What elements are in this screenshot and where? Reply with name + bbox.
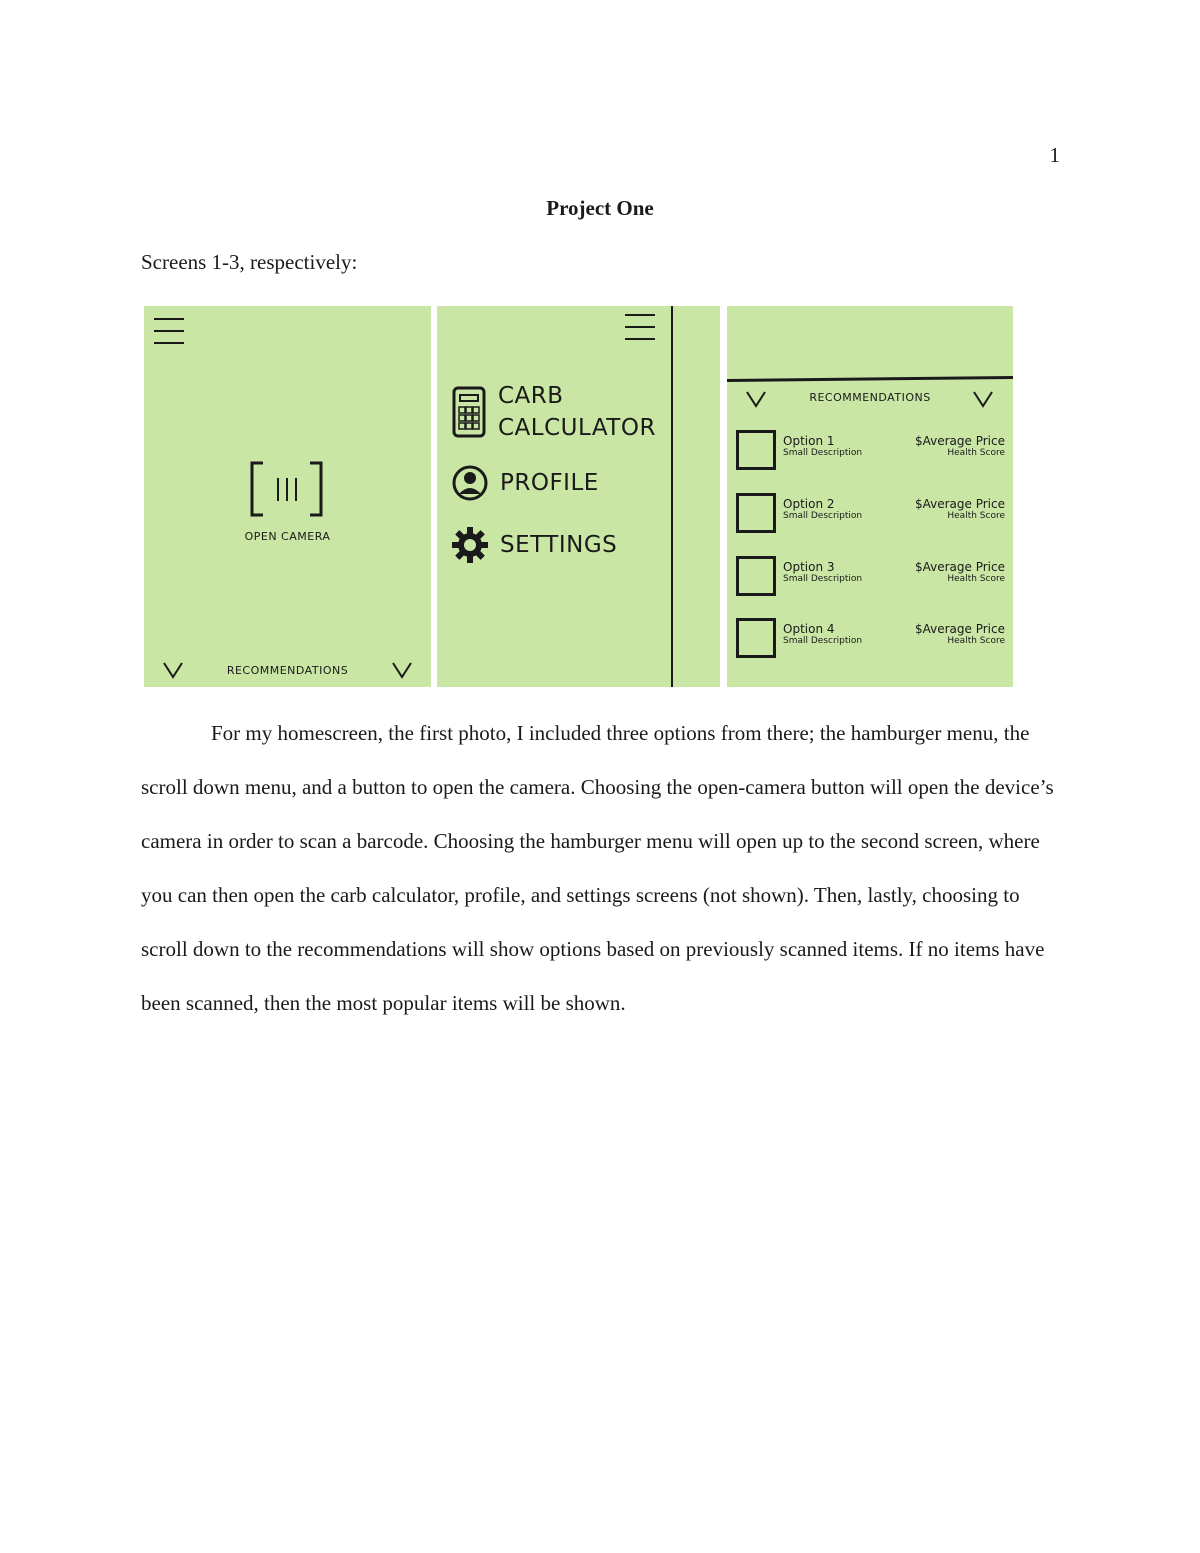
item-thumbnail: [736, 493, 776, 533]
item-description: Small Description: [783, 636, 863, 646]
barcode-scan-icon[interactable]: [249, 461, 324, 517]
sheet-top-edge: [727, 376, 1013, 382]
item-price: $Average Price: [915, 434, 1005, 448]
calculator-icon: [451, 385, 487, 439]
chevron-down-icon[interactable]: [972, 390, 994, 408]
menu-item-label: CARB CALCULATOR: [498, 383, 656, 441]
item-name: Option 3: [783, 560, 835, 574]
menu-item-carb-calculator[interactable]: [451, 380, 656, 444]
menu-item-label: SETTINGS: [500, 532, 618, 558]
menu-screen-mockup: [437, 306, 720, 687]
item-thumbnail: [736, 618, 776, 658]
item-health-score: Health Score: [947, 574, 1005, 584]
hamburger-icon[interactable]: [154, 318, 184, 354]
menu-item-label: PROFILE: [500, 470, 599, 496]
body-paragraph: For my homescreen, the first photo, I included three options from there; the hamburger menu, the scroll down menu, and a button to open the camera. Choosing the open-camera button will open the device’s camera in order to scan a barcode. Choosing the hamburger menu will open up to the second screen, where you can then open the carb calculator, profile, and settings screens (not shown). Then, lastly, choosing to scroll down to the recommendations will show options based on previously scanned items. If no items have been scanned, then the most popular items will be shown.: [141, 721, 1054, 1015]
item-health-score: Health Score: [947, 448, 1005, 458]
item-thumbnail: [736, 556, 776, 596]
hamburger-icon[interactable]: [625, 314, 655, 350]
list-item[interactable]: [736, 430, 1005, 470]
recommendations-header: RECOMMENDATIONS: [809, 391, 931, 404]
list-item[interactable]: [736, 618, 1005, 658]
drawer-divider: [671, 306, 673, 687]
item-name: Option 1: [783, 434, 835, 448]
item-price: $Average Price: [915, 622, 1005, 636]
item-description: Small Description: [783, 448, 863, 458]
list-item[interactable]: [736, 556, 1005, 596]
item-description: Small Description: [783, 574, 863, 584]
recommendations-screen-mockup: [727, 306, 1013, 687]
gear-icon: [451, 526, 489, 564]
item-description: Small Description: [783, 511, 863, 521]
item-name: Option 4: [783, 622, 835, 636]
home-screen-mockup: [144, 306, 431, 687]
chevron-down-icon[interactable]: [391, 661, 413, 679]
recommendations-toggle[interactable]: RECOMMENDATIONS: [226, 664, 349, 677]
item-price: $Average Price: [915, 497, 1005, 511]
user-icon: [451, 464, 489, 502]
item-health-score: Health Score: [947, 511, 1005, 521]
menu-item-profile[interactable]: [451, 464, 599, 502]
page-number: 1: [1049, 143, 1060, 167]
intro-line: Screens 1-3, respectively:: [141, 250, 358, 274]
item-thumbnail: [736, 430, 776, 470]
document-title: Project One: [546, 196, 654, 220]
item-price: $Average Price: [915, 560, 1005, 574]
list-item[interactable]: [736, 493, 1005, 533]
item-health-score: Health Score: [947, 636, 1005, 646]
menu-item-settings[interactable]: [451, 526, 617, 564]
item-name: Option 2: [783, 497, 835, 511]
open-camera-button[interactable]: OPEN CAMERA: [244, 530, 331, 543]
